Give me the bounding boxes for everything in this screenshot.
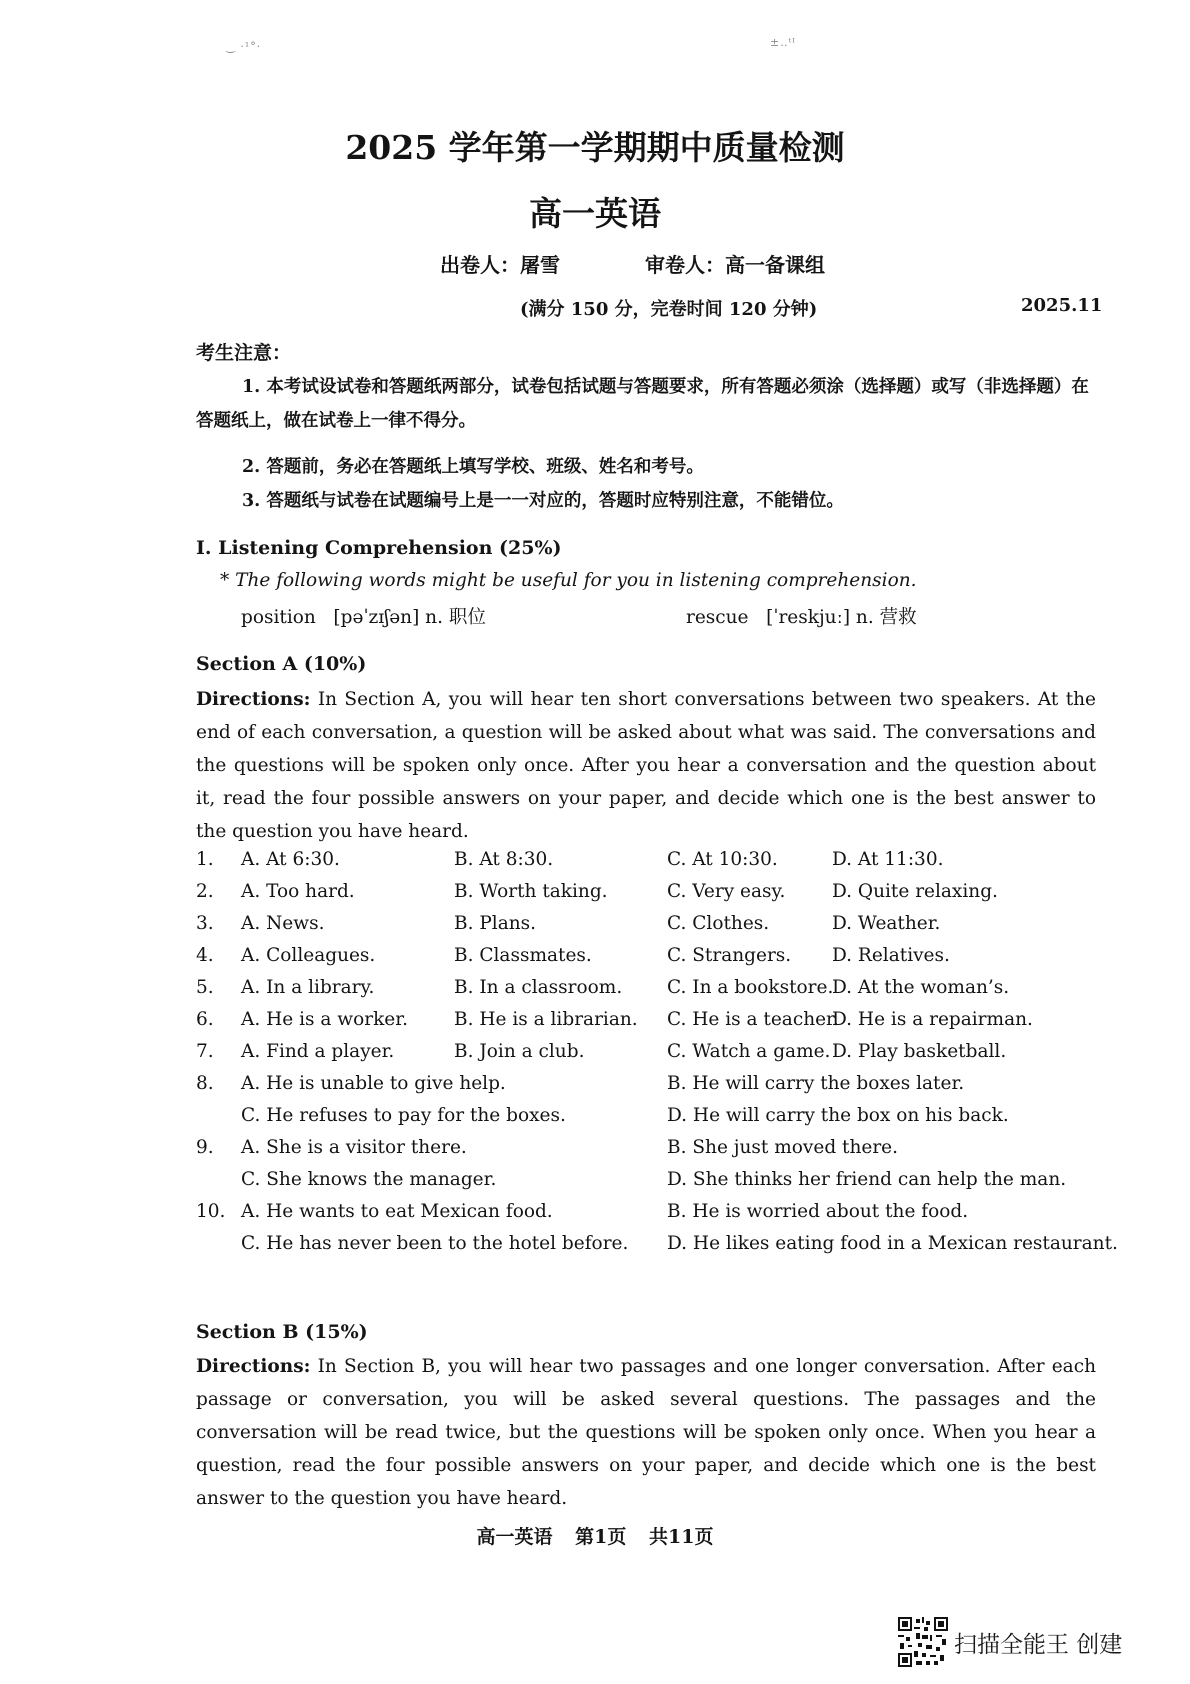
exam-title: 2025 学年第一学期期中质量检测 [345, 128, 845, 167]
scan-artifact: ‿ ·¹°· [226, 40, 262, 53]
answer-option: C. Watch a game. [667, 1041, 831, 1062]
answer-option: B. In a classroom. [454, 977, 623, 998]
answer-option: C. Clothes. [667, 913, 770, 934]
answer-option: D. Weather. [832, 913, 941, 934]
watermark-text: 扫描全能王 创建 [954, 1631, 1123, 1658]
notice-item-3: 3. 答题纸与试卷在试题编号上是一一对应的，答题时应特别注意，不能错位。 [242, 491, 844, 511]
answer-option: D. Quite relaxing. [832, 881, 998, 902]
scanner-watermark [898, 1618, 1122, 1666]
question-number: 1. [196, 849, 214, 870]
answer-option: B. He will carry the boxes later. [667, 1073, 965, 1094]
scan-artifact: ±‥ᵗᴵ [770, 36, 796, 49]
section-b-directions [196, 1350, 1096, 1515]
answer-option: A. Colleagues. [241, 945, 376, 966]
question-number: 5. [196, 977, 214, 998]
notice-heading: 考生注意： [196, 342, 292, 364]
question-number: 2. [196, 881, 214, 902]
answer-option: B. He is worried about the food. [667, 1201, 969, 1222]
question-number: 4. [196, 945, 214, 966]
answer-option: B. He is a librarian. [454, 1009, 638, 1030]
exam-date: 2025.11 [1021, 295, 1103, 316]
vocab-position: position [pəˈzɪʃən] n. 职位 [241, 607, 486, 628]
answer-option: A. She is a visitor there. [241, 1137, 467, 1158]
question-number: 8. [196, 1073, 214, 1094]
authors-line [440, 249, 825, 278]
answer-option: C. Strangers. [667, 945, 792, 966]
page-footer [0, 1522, 1190, 1549]
exam-subject: 高一英语 [529, 194, 661, 233]
answer-option: B. At 8:30. [454, 849, 554, 870]
section-a-heading: Section A (10%) [196, 653, 367, 675]
answer-option: D. At 11:30. [832, 849, 944, 870]
question-number: 7. [196, 1041, 214, 1062]
directions-text: In Section A, you will hear ten short conversations between two speakers. At the end of each conversation, a question will be asked about what was said. The conversations and the questions will be spoken only once. After you hear a conversation and the question about it, read the four possible answers on your paper, and decide which one is the best answer to the question you have heard. [196, 689, 1096, 842]
author: 出卷人：屠雪 [440, 253, 560, 277]
directions-text: In Section B, you will hear two passages and one longer conversation. After each passage or conversation, you will be asked several questions. The passages and the conversation will be read twice, but the questions will be spoken only once. When you hear a question, read the four possible answers on your paper, and decide which one is the best answer to the question you have heard. [196, 1356, 1096, 1509]
answer-option: D. He will carry the box on his back. [667, 1105, 1009, 1126]
answer-option: C. He has never been to the hotel before. [241, 1233, 629, 1254]
answer-option: D. He is a repairman. [832, 1009, 1033, 1030]
answer-option: A. He is a worker. [241, 1009, 408, 1030]
answer-option: C. She knows the manager. [241, 1169, 497, 1190]
qr-code-icon [898, 1617, 948, 1667]
answer-option: A. Too hard. [241, 881, 355, 902]
answer-option: C. In a bookstore. [667, 977, 834, 998]
answer-option: C. Very easy. [667, 881, 786, 902]
vocab-rescue: rescue [ˈreskjuː] n. 营救 [686, 607, 917, 628]
footer-total: 共11页 [649, 1526, 714, 1548]
listening-hint: * The following words might be useful for you in listening comprehension. [220, 570, 917, 591]
answer-option: C. He is a teacher. [667, 1009, 839, 1030]
directions-label: Directions: [196, 689, 311, 710]
answer-option: A. Find a player. [241, 1041, 395, 1062]
answer-option: B. Classmates. [454, 945, 592, 966]
notice-item-1: 1. 本考试设试卷和答题纸两部分，试卷包括试题与答题要求，所有答题必须涂（选择题）或写（非选择题）在答题纸上，做在试卷上一律不得分。 [196, 377, 1089, 431]
answer-option: A. News. [241, 913, 325, 934]
answer-option: D. Play basketball. [832, 1041, 1007, 1062]
answer-option: D. He likes eating food in a Mexican restaurant. [667, 1233, 1118, 1254]
footer-subject: 高一英语 [476, 1526, 553, 1548]
answer-option: B. Plans. [454, 913, 537, 934]
answer-option: D. She thinks her friend can help the man. [667, 1169, 1067, 1190]
answer-option: A. In a library. [241, 977, 375, 998]
notice-item-2: 2. 答题前，务必在答题纸上填写学校、班级、姓名和考号。 [242, 457, 704, 477]
question-number: 3. [196, 913, 214, 934]
answer-option: D. Relatives. [832, 945, 950, 966]
answer-option: B. Worth taking. [454, 881, 608, 902]
question-number: 10. [196, 1201, 226, 1222]
answer-option: C. At 10:30. [667, 849, 778, 870]
question-number: 6. [196, 1009, 214, 1030]
listening-heading: I. Listening Comprehension (25%) [196, 537, 562, 559]
question-number: 9. [196, 1137, 214, 1158]
answer-option: D. At the woman’s. [832, 977, 1010, 998]
answer-option: A. He wants to eat Mexican food. [241, 1201, 553, 1222]
score-time: (满分 150 分，完卷时间 120 分钟) [520, 299, 818, 320]
answer-option: A. He is unable to give help. [241, 1073, 506, 1094]
reviewer: 审卷人：高一备课组 [644, 253, 825, 277]
answer-option: C. He refuses to pay for the boxes. [241, 1105, 566, 1126]
answer-option: B. Join a club. [454, 1041, 585, 1062]
answer-option: B. She just moved there. [667, 1137, 899, 1158]
section-b-heading: Section B (15%) [196, 1321, 368, 1343]
section-a-directions [196, 683, 1096, 848]
answer-option: A. At 6:30. [241, 849, 340, 870]
footer-page: 第1页 [575, 1526, 627, 1548]
directions-label: Directions: [196, 1356, 311, 1377]
